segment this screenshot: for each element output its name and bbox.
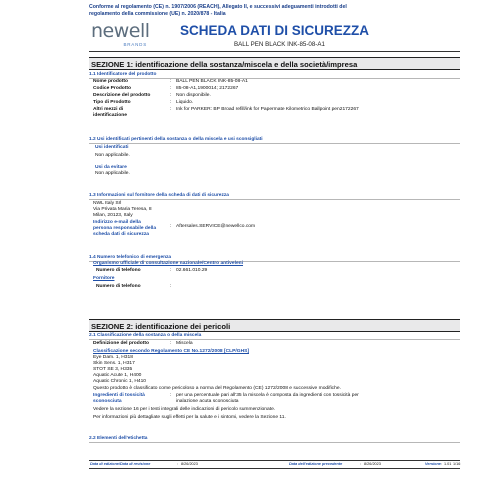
header-product-name: BALL PEN BLACK INK-85-08-A1	[234, 41, 325, 48]
field-colon: :	[360, 462, 362, 466]
field-colon: :	[170, 224, 172, 229]
field-label: Descrizione del prodotto	[93, 93, 151, 98]
uses-avoid-value: Non applicabile.	[95, 171, 130, 176]
toxicity-value: per una percentuale pari all'35 la miscela è composta da ingredienti con tossicità per	[176, 393, 359, 398]
email-label: scheda dati di sicurezza	[93, 232, 149, 237]
field-colon: :	[170, 393, 172, 398]
company-logo	[91, 22, 153, 47]
supplier-heading: Fornitore	[93, 276, 115, 281]
official-body-heading: Organismo ufficiale di consultazione nazionale/Centro antiveleni	[93, 261, 244, 266]
subsection-2-1-heading: 2.1 Classificazione della sostanza o della miscela	[89, 333, 460, 340]
field-colon: :	[170, 107, 172, 112]
definition-value: Miscela	[176, 341, 193, 346]
field-label: Codice Prodotto	[93, 86, 132, 91]
issue-date-label: Data di edizione/Data di revisione	[90, 462, 151, 466]
supplier-line: Milan, 20123, Italy	[93, 213, 133, 218]
field-colon: :	[170, 100, 172, 105]
field-label-continued: identificazione	[93, 113, 127, 118]
email-label: persona responsabile della	[93, 226, 157, 231]
phone-value: 02.661.010.29	[176, 268, 208, 273]
field-value: BALL PEN BLACK INK-85-08-A1	[176, 79, 248, 84]
field-colon: :	[441, 462, 443, 466]
subsection-1-2-heading: 1.2 Usi identificati pertinenti della sostanza o della miscela e usi sconsigliati	[89, 137, 460, 144]
hazard-statement: Eye Dam. 1, H318	[93, 355, 133, 360]
previous-edition-label: Data dell'edizione precedente	[289, 462, 343, 466]
field-value: Non disponibile.	[176, 93, 211, 98]
classification-heading: Classificazione secondo Regolamento CE No.1272/2008 [CLP/GHS]	[93, 349, 250, 354]
regulation-line-2: regolamento della commissione (UE) n. 2020/878 - Italia	[89, 10, 226, 17]
definition-label: Definizione del prodotto	[93, 341, 149, 346]
field-colon: :	[170, 284, 172, 289]
regulation-notice	[89, 4, 459, 17]
toxicity-value: inalazione acuta sconosciuta	[176, 399, 239, 404]
subsection-1-3-heading: 1.3 Informazioni sul fornitore della scheda di dati di sicurezza	[89, 193, 460, 200]
hazard-statement: Aquatic Acute 1, H400	[93, 373, 142, 378]
supplier-line: Via Privata Maria Teresa, 8	[93, 207, 152, 212]
toxicity-label: sconosciuta	[93, 399, 122, 404]
version-label: Versione	[425, 462, 441, 466]
phone-label: Numero di telefono	[96, 284, 141, 289]
field-value: Liquido.	[176, 100, 194, 105]
field-label: Nome prodotto	[93, 79, 129, 84]
classification-text: Questo prodotto è classificato come pericoloso a norma del Regolamento (CE) 1272/2008 e successive modifiche.	[93, 386, 341, 391]
see-section-11-text: Per informazioni più dettagliate sugli effetti per la salute e i sintomi, vedere la Sezione 11.	[93, 415, 286, 420]
field-colon: :	[170, 93, 172, 98]
header-divider	[89, 51, 460, 52]
uses-identified-label: Usi identificati	[95, 145, 129, 150]
subsection-1-1-heading: 1.1 Identificatore del prodotto	[89, 72, 460, 79]
hazard-statement: Aquatic Chronic 1, H410	[93, 379, 147, 384]
field-value: 85-08-A1,1900014; 2172267	[176, 86, 239, 91]
field-colon: :	[170, 86, 172, 91]
field-colon: :	[170, 268, 172, 273]
page-number: 1/16	[453, 462, 461, 466]
field-label: Altri mezzi di	[93, 107, 124, 112]
uses-avoid-label: Usi da evitare	[95, 165, 127, 170]
section-1-heading: SEZIONE 1: identificazione della sostanza/miscela e della società/impresa	[89, 57, 460, 70]
field-colon: :	[170, 341, 172, 346]
version-value: 1.01	[444, 462, 452, 466]
logo-wordmark: newell	[91, 20, 150, 42]
hazard-statement: STOT SE 3, H335	[93, 367, 133, 372]
section-2-heading: SEZIONE 2: identificazione dei pericoli	[89, 319, 460, 332]
phone-label: Numero di telefono	[96, 268, 141, 273]
toxicity-label: Ingredienti di tossicità	[93, 393, 145, 398]
see-section-16-text: Vedere la sezione 16 per i testi integrali delle indicazioni di pericolo summenzionate.	[93, 407, 276, 412]
field-label: Tipo di Prodotto	[93, 100, 131, 105]
supplier-line: NWL Italy Srl	[93, 201, 122, 206]
uses-identified-value: Non applicabile.	[95, 153, 130, 158]
document-title: SCHEDA DATI DI SICUREZZA	[180, 23, 369, 38]
email-label: Indirizzo e-mail della	[93, 220, 141, 225]
field-colon: :	[177, 462, 179, 466]
issue-date-value: 8/26/2023	[181, 462, 198, 466]
page-footer	[89, 460, 460, 469]
previous-edition-value: 8/26/2023	[364, 462, 381, 466]
regulation-line-1: Conforme al regolamento (CE) n. 1907/2006 (REACH), Allegato II, e successivi adeguamenti introdotti del	[89, 4, 347, 10]
subsection-2-2-heading: 2.2 Elementi dell'etichetta	[89, 436, 460, 443]
subsection-1-4-heading: 1.4 Numero telefonico di emergenza	[89, 255, 460, 262]
email-value[interactable]: Aftersales.SERVICE@newellco.com	[176, 224, 256, 229]
logo-subtitle: BRANDS	[123, 42, 147, 47]
field-value: Ink for PARKER: BP Broad refill/ink for Papermate Kilometrico Ballpoint pen2172267	[176, 107, 359, 112]
hazard-statement: Skin Sens. 1, H317	[93, 361, 135, 366]
field-colon: :	[170, 79, 172, 84]
